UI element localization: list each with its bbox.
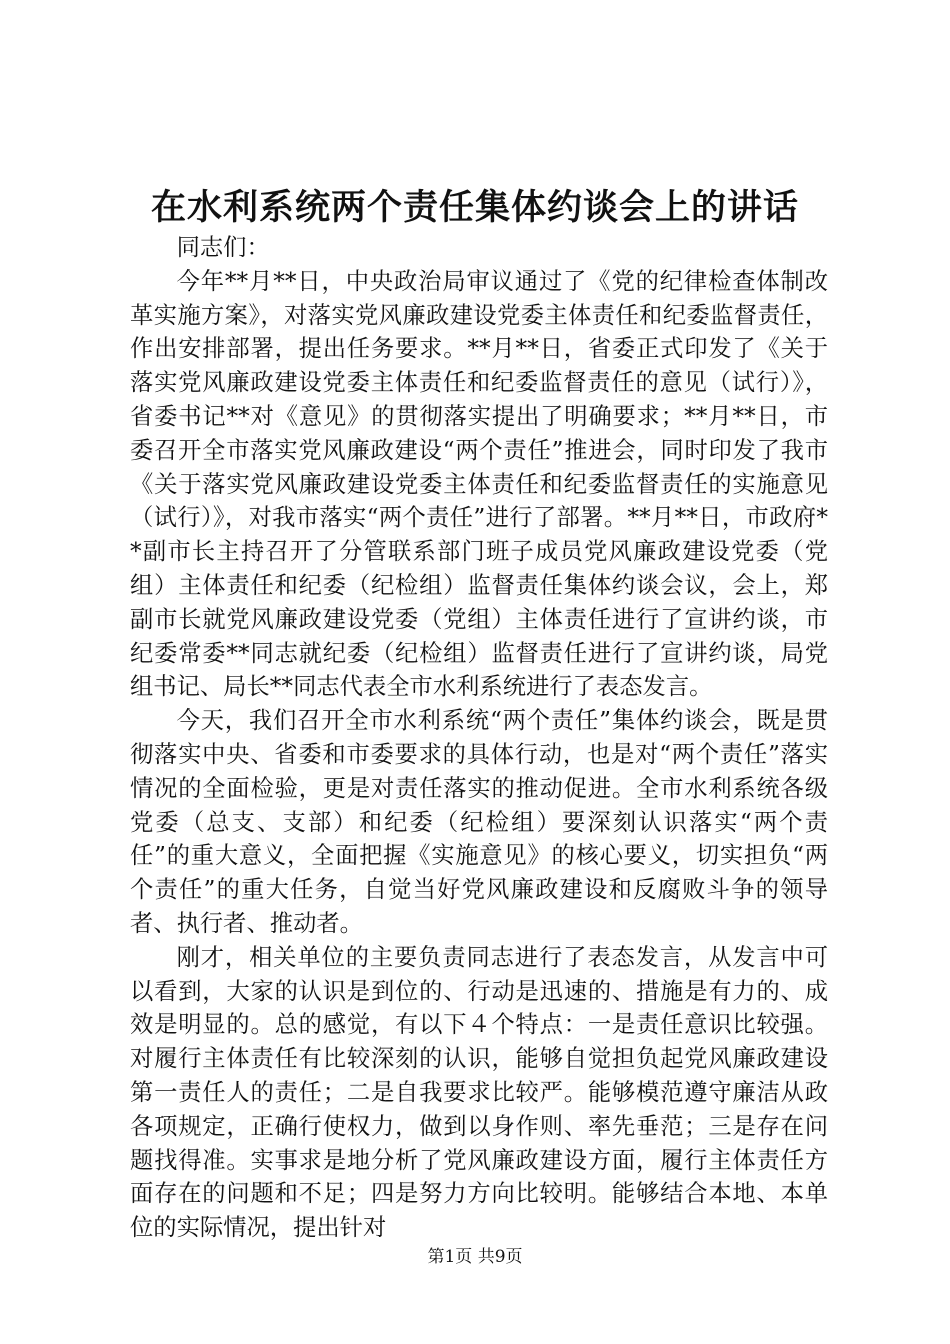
paragraph-1: 今年**月**日，中央政治局审议通过了《党的纪律检查体制改革实施方案》，对落实党风廉政建设党委主体责任和纪委监督责任，作出安排部署，提出任务要求。**月**日，省委正式印发了《关于落实党风廉政建设党委主体责任和纪委监督责任的意见（试行）》，省委书记**对《意见》的贯彻落实提出了明确要求；**月**日，市委召开全市落实党风廉政建设“两个责任”推进会，同时印发了我市《关于落实党风廉政建设党委主体责任和纪委监督责任的实施意见（试行）》，对我市落实“两个责任”进行了部署。**月**日，市政府**副市长主持召开了分管联系部门班子成员党风廉政建设党委（党组）主体责任和纪委（纪检组）监督责任集体约谈会议，会上，郑副市长就党风廉政建设党委（党组）主体责任进行了宣讲约谈，市纪委常委**同志就纪委（纪检组）监督责任进行了宣讲约谈，局党组书记、局长**同志代表全市水利系统进行了表态发言。 [130, 267, 828, 701]
paragraph-3: 刚才，相关单位的主要负责同志进行了表态发言，从发言中可以看到，大家的认识是到位的、行动是迅速的、措施是有力的、成效是明显的。总的感觉，有以下４个特点：一是责任意识比较强。对履行主体责任有比较深刻的认识，能够自觉担负起党风廉政建设第一责任人的责任；二是自我要求比较严。能够模范遵守廉洁从政各项规定，正确行使权力，做到以身作则、率先垂范；三是存在问题找得准。实事求是地分析了党风廉政建设方面，履行主体责任方面存在的问题和不足；四是努力方向比较明。能够结合本地、本单位的实际情况，提出针对 [130, 943, 828, 1242]
salutation: 同志们： [176, 234, 270, 261]
document-title: 在水利系统两个责任集体约谈会上的讲话 [150, 187, 799, 228]
paragraph-2: 今天，我们召开全市水利系统“两个责任”集体约谈会，既是贯彻落实中央、省委和市委要求的具体行动，也是对“两个责任”落实情况的全面检验，更是对责任落实的推动促进。全市水利系统各级党委（总支、支部）和纪委（纪检组）要深刻认识落实“两个责任”的重大意义，全面把握《实施意见》的核心要义，切实担负“两个责任”的重大任务，自觉当好党风廉政建设和反腐败斗争的领导者、执行者、推动者。 [130, 707, 828, 937]
document-body [130, 231, 828, 1245]
page-number-footer: 第1页 共9页 [427, 1247, 523, 1267]
